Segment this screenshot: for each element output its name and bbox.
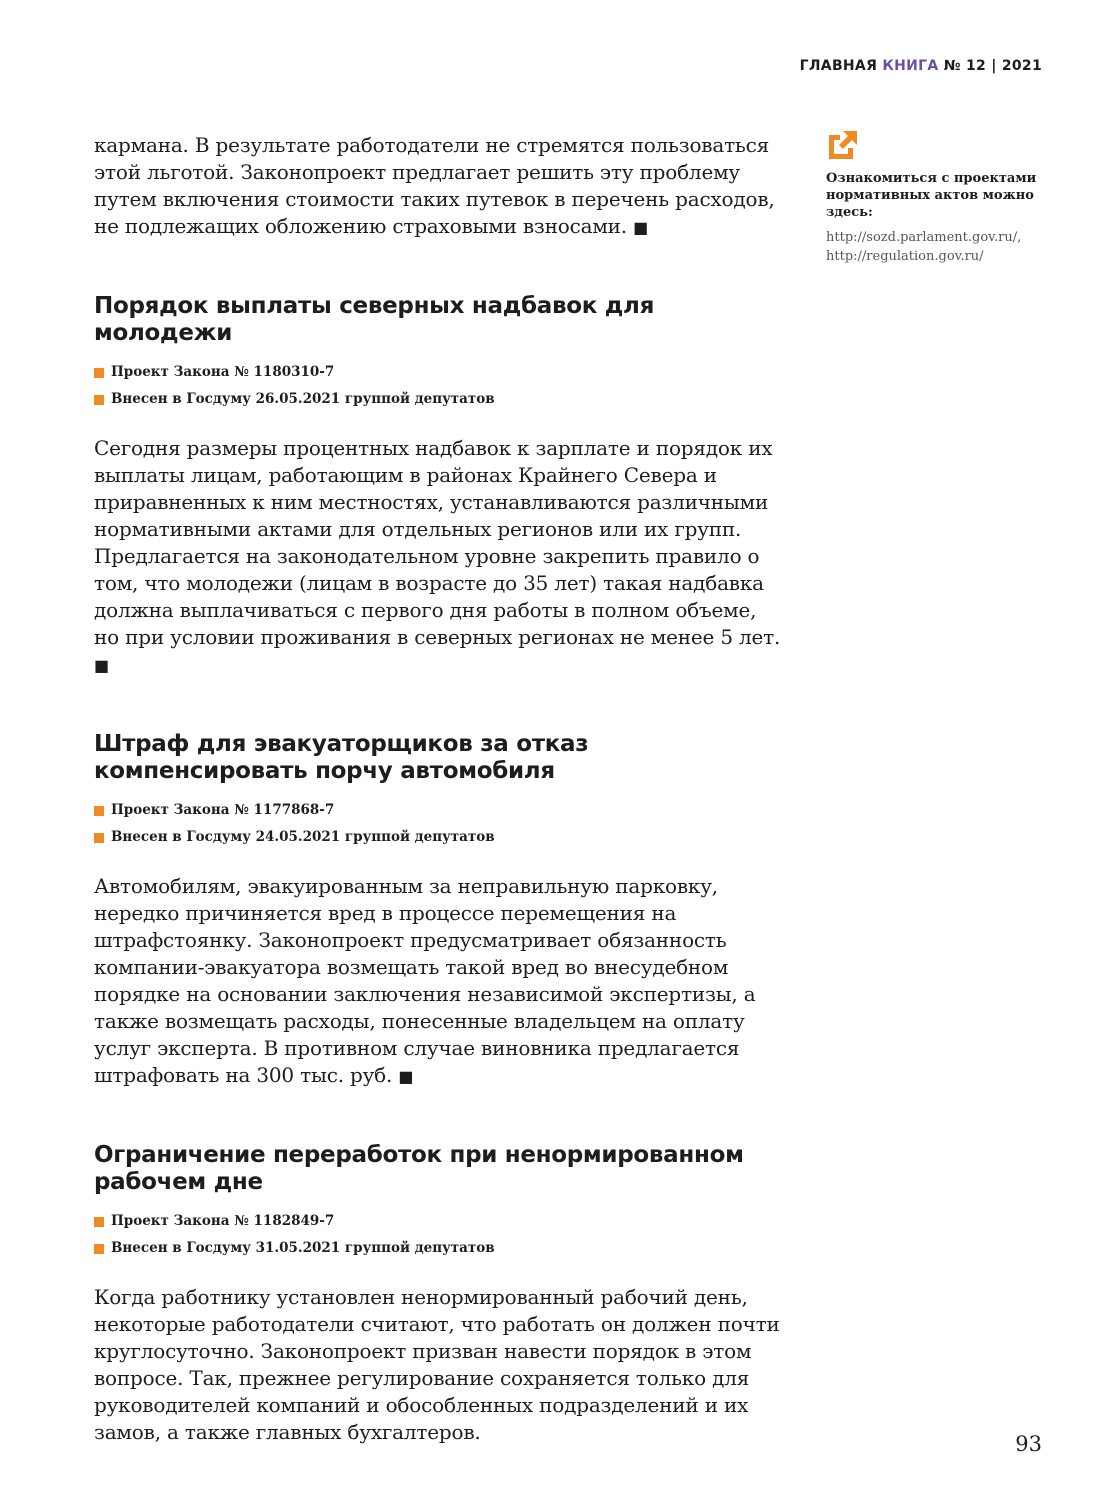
- brand-main: ГЛАВНАЯ: [799, 58, 878, 74]
- bill-meta: [94, 1208, 784, 1262]
- bill-number: [94, 359, 784, 386]
- bullet-icon: [94, 395, 104, 405]
- bullet-icon: [94, 833, 104, 843]
- section-northern-allowance: [94, 293, 784, 679]
- main-column: [94, 132, 784, 1446]
- bullet-icon: [94, 1244, 104, 1254]
- issue-number: № 12 | 2021: [943, 58, 1042, 74]
- bill-number: [94, 1208, 784, 1235]
- section-overtime-limit: [94, 1142, 784, 1446]
- section-title: Штраф для эвакуаторщиков за отказ компенсировать порчу автомобиля: [94, 731, 589, 784]
- section-tow-truck-fine: [94, 731, 784, 1090]
- section-title: Ограничение переработок при ненормированном рабочем дне: [94, 1142, 744, 1195]
- section-text: Сегодня размеры процентных надбавок к зарплате и порядок их выплаты лицам, работающим в районах Крайнего Севера и приравненных к ним местностях, устанавливаются различными нормативными актами для отдельных регионов или их групп. Предлагается на законодательном уровне закрепить правило о том, что молодежи (лицам в возрасте до 35 лет) такая надбавка должна выплачиваться с первого дня работы в полном объеме, но при условии проживания в северных регионах не менее 5 лет.: [94, 436, 781, 649]
- bill-submitted: [94, 1235, 784, 1262]
- intro-text: кармана. В результате работодатели не стремятся пользоваться этой льготой. Законопроект предлагает решить эту проблему путем включения стоимости таких путевок в перечень расходов, не подлежащих обложению страховыми взносами.: [94, 133, 775, 238]
- sidebar-title: Ознакомиться с проектами нормативных актов можно здесь:: [826, 171, 1037, 220]
- sidebar-links: [826, 228, 1052, 266]
- bullet-icon: [94, 1217, 104, 1227]
- bullet-icon: [94, 368, 104, 378]
- section-text: Когда работнику установлен ненормированный рабочий день, некоторые работодатели считают, что работать он должен почти круглосуточно. Законопроект призван навести порядок в этом вопросе. Так, прежнее регулирование сохраняется только для руководителей компаний и обособленных подразделений и их замов, а также главных бухгалтеров.: [94, 1285, 780, 1444]
- bullet-icon: [94, 806, 104, 816]
- bill-submitted: [94, 824, 784, 851]
- page-number: 93: [1015, 1432, 1042, 1456]
- end-mark: ■: [633, 218, 649, 237]
- bill-number-text: Проект Закона № 1177868-7: [111, 802, 335, 818]
- intro-paragraph: [94, 132, 784, 241]
- external-link-icon: [826, 128, 860, 162]
- section-text: Автомобилям, эвакуированным за неправильную парковку, нередко причиняется вред в процессе перемещения на штрафстоянку. Законопроект предусматривает обязанность компании-эвакуатора возмещать такой вред во внесудебном порядке на основании заключения независимой экспертизы, а также возмещать расходы, понесенные владельцем на оплату услуг эксперта. В противном случае виновника предлагается штрафовать на 300 тыс. руб.: [94, 874, 756, 1087]
- link-sozd[interactable]: http://sozd.parlament.gov.ru/,: [826, 230, 1022, 245]
- section-body: [94, 873, 784, 1090]
- section-title: Порядок выплаты северных надбавок для молодежи: [94, 293, 655, 346]
- bill-meta: [94, 359, 784, 413]
- link-regulation[interactable]: http://regulation.gov.ru/: [826, 249, 984, 264]
- sidebar-note: [826, 128, 1052, 266]
- bill-submitted-text: Внесен в Госдуму 31.05.2021 группой депутатов: [111, 1240, 495, 1256]
- bill-submitted-text: Внесен в Госдуму 26.05.2021 группой депутатов: [111, 391, 495, 407]
- bill-number-text: Проект Закона № 1180310-7: [111, 364, 335, 380]
- bill-number-text: Проект Закона № 1182849-7: [111, 1213, 335, 1229]
- running-header: [800, 58, 1042, 74]
- bill-submitted-text: Внесен в Госдуму 24.05.2021 группой депутатов: [111, 829, 495, 845]
- bill-number: [94, 797, 784, 824]
- bill-submitted: [94, 386, 784, 413]
- section-body: [94, 435, 784, 679]
- end-mark: ■: [94, 656, 109, 675]
- section-body: [94, 1284, 784, 1446]
- brand-accent: КНИГА: [882, 58, 939, 74]
- bill-meta: [94, 797, 784, 851]
- end-mark: ■: [398, 1067, 414, 1086]
